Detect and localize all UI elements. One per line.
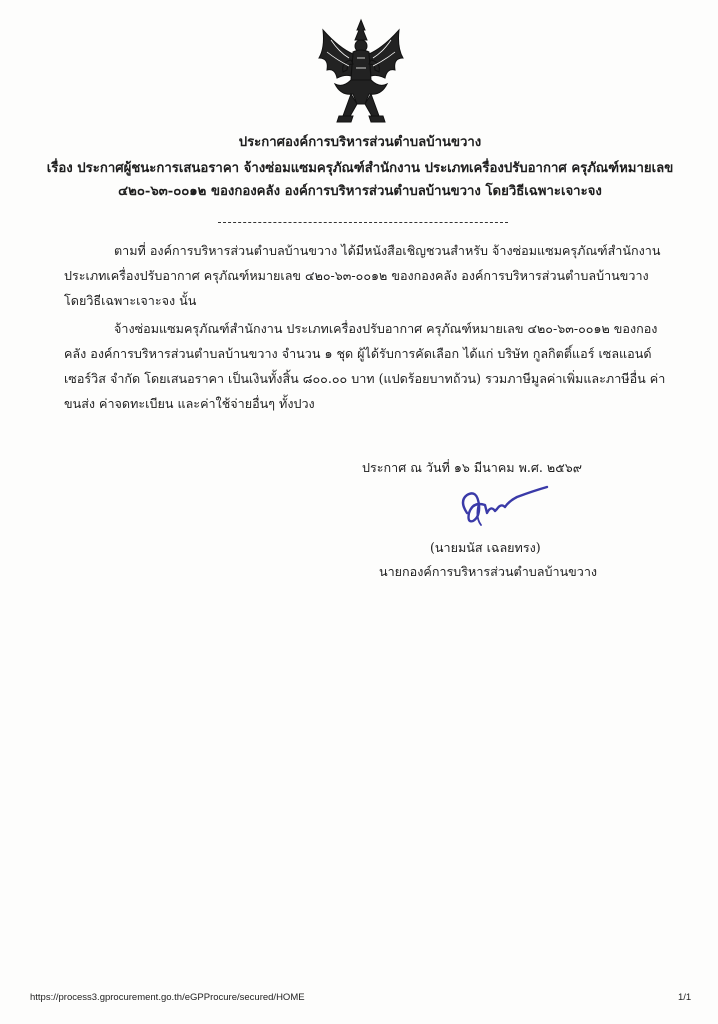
announcement-date: ประกาศ ณ วันที่ ๑๖ มีนาคม พ.ศ. ๒๕๖๙ (362, 460, 582, 475)
paragraph-winner (64, 316, 664, 416)
subject-line: ๔๒๐-๖๓-๐๐๑๒ ของกองคลัง องค์การบริหารส่วนตำบลบ้านขวาง โดยวิธีเฉพาะเจาะจง (118, 184, 602, 199)
subject-line: เรื่อง ประกาศผู้ชนะการเสนอราคา จ้างซ่อมแซมครุภัณฑ์สำนักงาน ประเภทเครื่องปรับอากาศ ครุภัณฑ์หมายเลข (46, 161, 674, 176)
garuda-emblem-icon (313, 18, 409, 130)
paragraph-line: ตามที่ องค์การบริหารส่วนตำบลบ้านขวาง ได้มีหนังสือเชิญชวนสำหรับ จ้างซ่อมแซมครุภัณฑ์สำนักงาน (114, 243, 661, 258)
paragraph-line: ประเภทเครื่องปรับอากาศ ครุภัณฑ์หมายเลข ๔๒๐-๖๓-๐๐๑๒ ของกองคลัง องค์การบริหารส่วนตำบลบ้านขวาง (64, 268, 649, 283)
document-title: ประกาศองค์การบริหารส่วนตำบลบ้านขวาง (238, 135, 482, 150)
paragraph-line: ขนส่ง ค่าจดทะเบียน และค่าใช้จ่ายอื่นๆ ทั้งปวง (64, 396, 315, 411)
paragraph-line: จ้างซ่อมแซมครุภัณฑ์สำนักงาน ประเภทเครื่องปรับอากาศ ครุภัณฑ์หมายเลข ๔๒๐-๖๓-๐๐๑๒ ของกอง (114, 321, 658, 336)
paragraph-line: โดยวิธีเฉพาะเจาะจง นั้น (64, 293, 197, 308)
header-block (40, 133, 680, 203)
paragraph-line: คลัง องค์การบริหารส่วนตำบลบ้านขวาง จำนวน ๑ ชุด ผู้ได้รับการคัดเลือก ได้แก่ บริษัท กูลกิตติ์แอร์ เซลแอนด์ (64, 346, 652, 361)
footer-url: https://process3.gprocurement.go.th/eGPProcure/secured/HOME (30, 992, 305, 1003)
paragraph-invitation (64, 238, 664, 313)
title-divider (218, 222, 508, 223)
paragraph-line: เซอร์วิส จำกัด โดยเสนอราคา เป็นเงินทั้งสิ้น ๘๐๐.๐๐ บาท (แปดร้อยบาทถ้วน) รวมภาษีมูลค่าเพิ่มและภาษีอื่น ค่า (64, 371, 666, 386)
signer-name: (นายมนัส เฉลยทรง) (430, 540, 541, 555)
document-subject (40, 157, 680, 203)
page-number: 1/1 (678, 992, 692, 1003)
signer-position: นายกองค์การบริหารส่วนตำบลบ้านขวาง (379, 564, 598, 579)
signature-icon (455, 483, 555, 531)
